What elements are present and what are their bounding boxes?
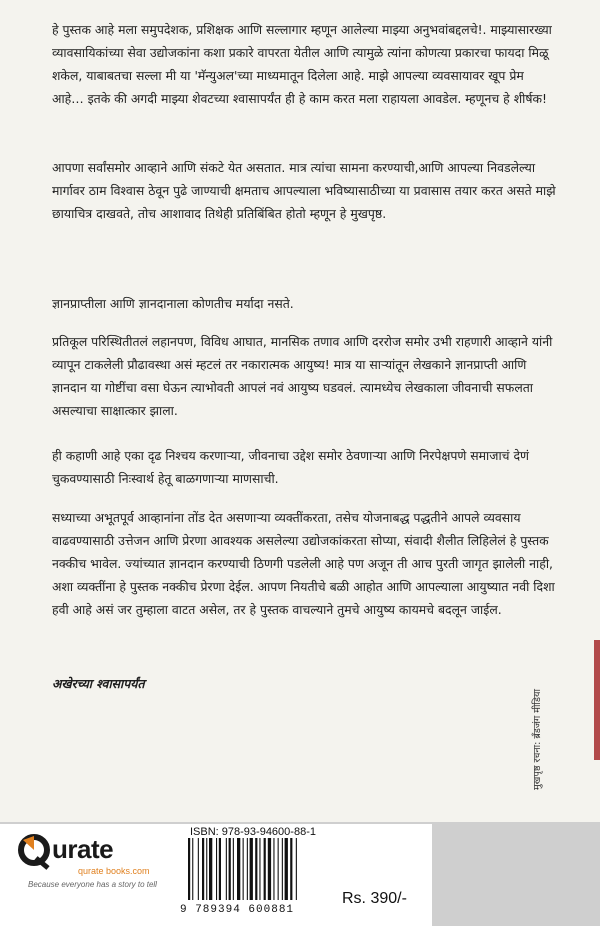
barcode-digits: 9 789394 600881 (180, 904, 295, 916)
paragraph-life-story: प्रतिकूल परिस्थितीतलं लहानपण, विविध आघात, मानसिक तणाव आणि दररोज समोर उभी राहणारी आव्हाने यांनी व्यापून टाकलेली प्रौढावस्था असं म्हटलं तर नकारात्मक आयुष्य! मात्र या साऱ्यांतून लेखकाने ज्ञानप्राप्ती आणि ज्ञानदान या गोष्टींचा वसा घेऊन त्याभोवती आपलं नवं आयुष्य घडवलं. त्यामध्येच लेखकाला जीवनाची सफलता असल्याचा साक्षात्कार झाला. (52, 334, 553, 418)
paragraph-knowledge: ज्ञानप्राप्तीला आणि ज्ञानदानाला कोणतीच मर्यादा नसते. (52, 296, 294, 311)
publisher-site: qurate books.com (78, 866, 150, 876)
publisher-q-icon (18, 832, 52, 872)
publisher-name: urate (52, 834, 114, 864)
publisher-tagline: Because everyone has a story to tell (28, 880, 157, 889)
paragraph-author-intro: हे पुस्तक आहे मला समुपदेशक, प्रशिक्षक आणि सल्लागार म्हणून आलेल्या माझ्या अनुभवांबद्दलचे!. माझ्यासारख्या व्यावसायिकांच्या सेवा उद्योजकांना कशा प्रकारे वापरता येतील आणि त्यामुळे त्यांना कोणत्या प्रकारचा फायदा मिळू शकेल, याबाबतचा सल्ला मी या 'मॅन्युअल'च्या माध्यमातून दिलेला आहे. माझे आपल्या व्यवसायावर खूप प्रेम आहे… इतके की अगदी माझ्या शेवटच्या श्वासापर्यंत ही हे काम करत मला राहायला आवडेल. म्हणूनच हे शीर्षक! (52, 22, 552, 106)
barcode-icon (186, 838, 330, 902)
tagline: अखेरच्या श्वासापर्यंत (52, 676, 145, 691)
paragraph-story-about: ही कहाणी आहे एका दृढ निश्चय करणाऱ्या, जीवनाचा उद्देश समोर ठेवणाऱ्या आणि निरपेक्षपणे समाजाचं देणं चुकवण्यासाठी निःस्वार्थ हेतू बाळगणाऱ्या माणसाची. (52, 448, 530, 486)
cover-design-credit: मुखपृष्ठ रचना: ब्रँडजंग मीडिया (532, 689, 543, 790)
price: Rs. 390/- (342, 890, 407, 907)
isbn: ISBN: 978-93-94600-88-1 (190, 826, 316, 838)
publisher-logo (18, 832, 168, 896)
paragraph-audience: सध्याच्या अभूतपूर्व आव्हानांना तोंड देत असणाऱ्या व्यक्तींकरता, तसेच योजनाबद्ध पद्धतीने आपले व्यवसाय वाढवण्यासाठी उत्तेजन आणि प्रेरणा आवश्यक असलेल्या उद्योजकांकरता सोप्या, संवादी शैलीत लिहिलेलं हे पुस्तक नक्कीच भावेल. ज्यांच्यात ज्ञानदान करण्याची ठिणगी पडलेली आहे पण अजून ती आच पुरती जागृत झालेली नाही, अशा व्यक्तींना हे पुस्तक नक्कीच प्रेरणा देईल. आपण नियतीचे बळी आहोत आणि आपल्याला आयुष्यात नवी दिशा हवी आहे असं जर तुम्हाला वाटत असेल, तर हे पुस्तक वाचल्याने तुमचे आयुष्य कायमचे बदलून जाईल. (52, 510, 555, 617)
spine-edge (594, 640, 600, 760)
paragraph-cover-meaning: आपणा सर्वांसमोर आव्हाने आणि संकटे येत असतात. मात्र त्यांचा सामना करण्याची,आणि आपल्या निवडलेल्या मार्गावर ठाम विश्वास ठेवून पुढे जाण्याची क्षमताच आपल्याला भविष्यासाठीच्या या प्रवासास तयार करत असते माझे छायाचित्र दाखवते, तोच आशावाद तिथेही प्रतिबिंबित होतो म्हणून हे मुखपृष्ठ. (52, 160, 556, 221)
